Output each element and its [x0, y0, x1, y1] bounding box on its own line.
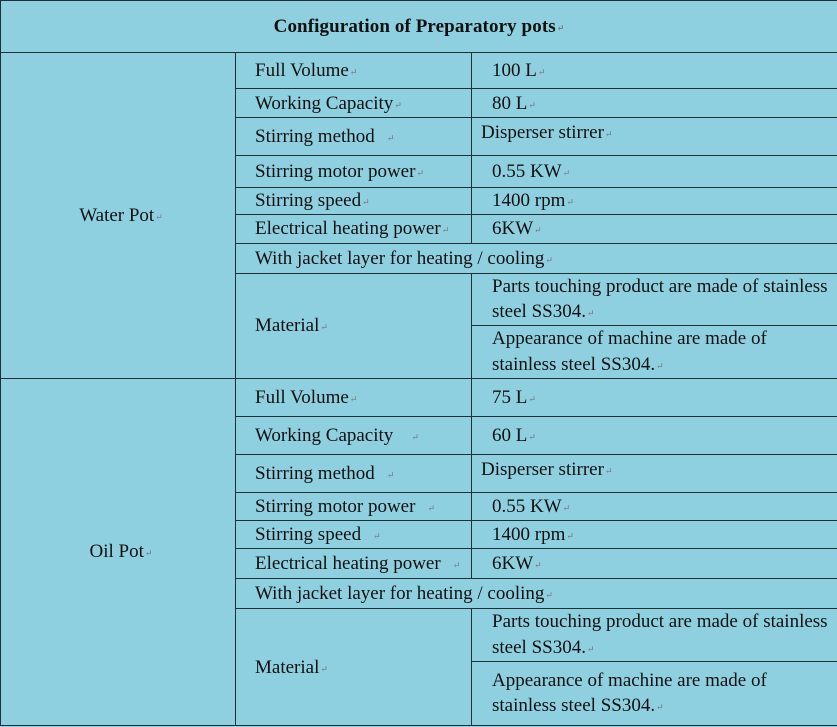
spec-value-cell — [472, 118, 837, 156]
paragraph-mark-icon: ↵ — [534, 560, 542, 571]
material-label-cell — [236, 273, 472, 378]
spec-value-cell — [472, 187, 837, 214]
material-value: Appearance of machine are made of stainless steel SS304. — [492, 669, 767, 717]
spec-value-cell — [472, 89, 837, 118]
spec-value: 80 L — [492, 92, 528, 114]
paragraph-mark-icon: ↵ — [545, 254, 553, 265]
spec-value: Disperser stirrer — [481, 458, 604, 480]
paragraph-mark-icon: ↵ — [320, 322, 328, 333]
spec-label: Electrical heating power — [255, 553, 441, 575]
jacket-text: With jacket layer for heating / cooling — [255, 583, 545, 605]
paragraph-mark-icon: ↵ — [528, 431, 536, 442]
paragraph-mark-icon: ↵ — [586, 643, 595, 654]
spec-label-cell — [236, 549, 472, 579]
material-value: Parts touching product are made of stainless steel SS304. — [492, 275, 828, 323]
spec-label-cell — [236, 378, 472, 416]
spec-value-cell — [472, 492, 837, 520]
paragraph-mark-icon: ↵ — [386, 133, 395, 144]
spec-label-cell — [236, 492, 472, 520]
table-title: Configuration of Preparatory pots — [273, 15, 556, 37]
paragraph-mark-icon: ↵ — [144, 548, 153, 559]
jacket-row-cell — [236, 579, 837, 609]
paragraph-mark-icon: ↵ — [566, 530, 574, 541]
material-value: Appearance of machine are made of stainless steel SS304. — [492, 328, 767, 375]
paragraph-mark-icon: ↵ — [604, 465, 613, 476]
spec-label-cell — [236, 89, 472, 118]
spec-label: Working Capacity — [255, 92, 394, 114]
spec-label-cell — [236, 520, 472, 548]
jacket-text: With jacket layer for heating / cooling — [255, 247, 545, 269]
paragraph-mark-icon: ↵ — [566, 196, 574, 207]
paragraph-mark-icon: ↵ — [441, 225, 450, 236]
material-value-cell — [472, 273, 837, 325]
spec-value: 0.55 KW — [492, 495, 562, 517]
paragraph-mark-icon: ↵ — [452, 560, 461, 571]
material-value-cell — [472, 609, 837, 661]
spec-value-cell — [472, 53, 837, 89]
spec-label-cell — [236, 416, 472, 454]
spec-label-cell — [236, 156, 472, 187]
material-label-cell — [236, 609, 472, 726]
spec-label-cell — [236, 53, 472, 89]
spec-label: Full Volume — [255, 386, 349, 408]
spec-label: Stirring method — [255, 126, 375, 148]
spec-label: Electrical heating power — [255, 218, 441, 240]
material-value-cell — [472, 661, 837, 725]
material-label: Material — [255, 656, 320, 678]
spec-label: Working Capacity — [255, 424, 394, 446]
paragraph-mark-icon: ↵ — [604, 129, 613, 140]
paragraph-mark-icon: ↵ — [416, 167, 424, 178]
paragraph-mark-icon: ↵ — [386, 469, 395, 480]
table-title-cell — [1, 1, 837, 53]
paragraph-mark-icon: ↵ — [537, 67, 546, 78]
oil-pot-group-cell — [1, 378, 236, 725]
table-row — [1, 378, 837, 416]
jacket-row-cell — [236, 243, 837, 273]
spec-label: Stirring speed — [255, 189, 362, 211]
table-row — [1, 53, 837, 89]
paragraph-mark-icon: ↵ — [362, 196, 370, 207]
spec-value: Disperser stirrer — [481, 122, 604, 144]
spec-label-cell — [236, 118, 472, 156]
spec-value: 6KW — [492, 218, 534, 240]
spec-label: Stirring method — [255, 462, 375, 484]
spec-label-cell — [236, 454, 472, 492]
spec-label: Stirring motor power — [255, 495, 416, 517]
paragraph-mark-icon: ↵ — [349, 67, 358, 78]
paragraph-mark-icon: ↵ — [562, 167, 571, 178]
paragraph-mark-icon: ↵ — [411, 431, 419, 442]
paragraph-mark-icon: ↵ — [394, 99, 402, 110]
material-value-cell — [472, 326, 837, 378]
paragraph-mark-icon: ↵ — [545, 590, 553, 601]
material-label: Material — [255, 315, 320, 337]
spec-value: 75 L — [492, 386, 528, 408]
paragraph-mark-icon: ↵ — [528, 393, 536, 404]
spec-value-cell — [472, 156, 837, 187]
paragraph-mark-icon: ↵ — [373, 530, 381, 541]
spec-label: Full Volume — [255, 60, 349, 82]
paragraph-mark-icon: ↵ — [656, 702, 664, 713]
spec-value-cell — [472, 378, 837, 416]
spec-label-cell — [236, 214, 472, 243]
oil-pot-label: Oil Pot — [89, 541, 144, 563]
title-row — [1, 1, 837, 53]
spec-value-cell — [472, 214, 837, 243]
paragraph-mark-icon: ↵ — [586, 308, 595, 319]
spec-value-cell — [472, 416, 837, 454]
water-pot-group-cell — [1, 53, 236, 378]
spec-value: 100 L — [492, 60, 537, 82]
spec-value-cell — [472, 520, 837, 548]
paragraph-mark-icon: ↵ — [349, 393, 358, 404]
spec-value-cell — [472, 549, 837, 579]
paragraph-mark-icon: ↵ — [528, 99, 536, 110]
paragraph-mark-icon: ↵ — [320, 663, 328, 674]
spec-label-cell — [236, 187, 472, 214]
paragraph-mark-icon: ↵ — [427, 502, 435, 513]
spec-value: 1400 rpm — [492, 189, 566, 211]
spec-label: Stirring motor power — [255, 160, 416, 182]
material-value: Parts touching product are made of stainless steel SS304. — [492, 611, 828, 658]
spec-label: Stirring speed — [255, 523, 362, 545]
spec-value: 60 L — [492, 424, 528, 446]
paragraph-mark-icon: ↵ — [562, 502, 571, 513]
paragraph-mark-icon: ↵ — [155, 211, 163, 222]
paragraph-mark-icon: ↵ — [656, 360, 664, 371]
water-pot-label: Water Pot — [79, 204, 155, 226]
spec-value: 6KW — [492, 553, 534, 575]
spec-value: 0.55 KW — [492, 160, 562, 182]
paragraph-mark-icon: ↵ — [534, 225, 542, 236]
paragraph-mark-icon: ↵ — [556, 22, 565, 33]
spec-value: 1400 rpm — [492, 523, 566, 545]
spec-value-cell — [472, 454, 837, 492]
